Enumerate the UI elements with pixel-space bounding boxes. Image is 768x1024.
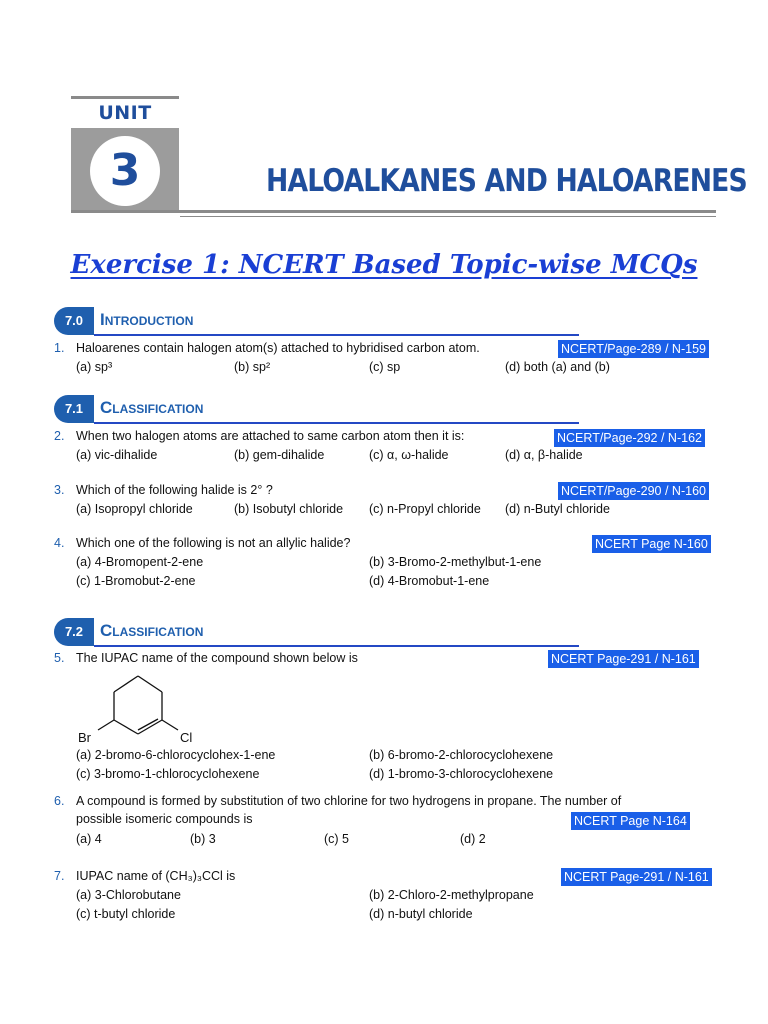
ncert-reference-tag: NCERT/Page-292 / N-162 <box>554 429 705 447</box>
question-number: 4. <box>54 536 65 550</box>
option-b: (b) gem-dihalide <box>234 448 325 462</box>
bromine-label: Br <box>78 730 91 745</box>
ring-bond <box>138 720 162 734</box>
question-text: The IUPAC name of the compound shown below is <box>76 651 358 665</box>
question-number: 6. <box>54 794 65 808</box>
question-number: 1. <box>54 341 65 355</box>
ncert-reference-tag: NCERT Page N-164 <box>571 812 690 830</box>
option-d: (d) α, β-halide <box>505 448 583 462</box>
question-number: 5. <box>54 651 65 665</box>
question-text: Which one of the following is not an allylic halide? <box>76 536 351 550</box>
ncert-reference-tag: NCERT Page-291 / N-161 <box>548 650 699 668</box>
option-c: (c) t-butyl chloride <box>76 907 176 921</box>
section-title: Classification <box>100 621 204 640</box>
section-title: Classification <box>100 398 204 417</box>
option-c: (c) 5 <box>324 832 349 846</box>
option-a: (a) sp³ <box>76 360 113 374</box>
cyclohexene-structure <box>74 664 204 748</box>
unit-label: UNIT <box>98 102 152 124</box>
exercise-title: Exercise 1: NCERT Based Topic-wise MCQs <box>70 250 698 280</box>
ncert-reference-tag: NCERT/Page-289 / N-159 <box>558 340 709 358</box>
section-number: 7.2 <box>54 618 94 646</box>
ncert-reference-tag: NCERT Page-291 / N-161 <box>561 868 712 886</box>
question-text: Which of the following halide is 2° ? <box>76 483 273 497</box>
option-a: (a) 4 <box>76 832 102 846</box>
section-number: 7.0 <box>54 307 94 335</box>
option-b: (b) 2-Chloro-2-methylpropane <box>369 888 534 902</box>
chlorine-label: Cl <box>180 730 193 745</box>
option-c: (c) 3-bromo-1-chlorocyclohexene <box>76 767 260 781</box>
header-rule <box>71 210 716 213</box>
option-d: (d) n-Butyl chloride <box>505 502 610 516</box>
question-number: 3. <box>54 483 65 497</box>
unit-top-rule <box>71 96 179 99</box>
section-number: 7.1 <box>54 395 94 423</box>
option-b: (b) sp² <box>234 360 271 374</box>
option-a: (a) 3-Chlorobutane <box>76 888 181 902</box>
option-a: (a) 4-Bromopent-2-ene <box>76 555 204 569</box>
option-c: (c) sp <box>369 360 401 374</box>
ring-bond <box>114 676 138 692</box>
question-text: Haloarenes contain halogen atom(s) attached to hybridised carbon atom. <box>76 341 480 355</box>
cl-bond <box>162 720 178 730</box>
option-d: (d) 2 <box>460 832 486 846</box>
question-text: IUPAC name of (CH₃)₃CCl is <box>76 869 236 883</box>
ncert-reference-tag: NCERT Page N-160 <box>592 535 711 553</box>
option-b: (b) 3-Bromo-2-methylbut-1-ene <box>369 555 542 569</box>
option-a: (a) Isopropyl chloride <box>76 502 193 516</box>
option-a: (a) vic-dihalide <box>76 448 158 462</box>
option-d: (d) 1-bromo-3-chlorocyclohexene <box>369 767 554 781</box>
ring-bond <box>138 676 162 692</box>
ring-bond <box>114 720 138 734</box>
option-d: (d) 4-Bromobut-1-ene <box>369 574 490 588</box>
option-a: (a) 2-bromo-6-chlorocyclohex-1-ene <box>76 748 276 762</box>
option-b: (b) 3 <box>190 832 216 846</box>
question-text: A compound is formed by substitution of two chlorine for two hydrogens in propane. The number of <box>76 794 622 808</box>
option-d: (d) both (a) and (b) <box>505 360 610 374</box>
br-bond <box>98 720 114 730</box>
option-b: (b) 6-bromo-2-chlorocyclohexene <box>369 748 554 762</box>
option-b: (b) Isobutyl chloride <box>234 502 344 516</box>
option-d: (d) n-butyl chloride <box>369 907 473 921</box>
option-c: (c) α, ω-halide <box>369 448 449 462</box>
section-title: Introduction <box>100 310 194 329</box>
section-rule <box>94 645 579 647</box>
option-c: (c) 1-Bromobut-2-ene <box>76 574 196 588</box>
ncert-reference-tag: NCERT/Page-290 / N-160 <box>558 482 709 500</box>
question-text: possible isomeric compounds is <box>76 812 253 826</box>
question-text: When two halogen atoms are attached to same carbon atom then it is: <box>76 429 465 443</box>
question-number: 7. <box>54 869 65 883</box>
section-rule <box>94 334 579 336</box>
unit-number: 3 <box>90 136 160 206</box>
question-number: 2. <box>54 429 65 443</box>
section-rule <box>94 422 579 424</box>
header-rule-thin <box>180 216 716 217</box>
option-c: (c) n-Propyl chloride <box>369 502 481 516</box>
chapter-title: HALOALKANES AND HALOARENES <box>266 163 747 199</box>
